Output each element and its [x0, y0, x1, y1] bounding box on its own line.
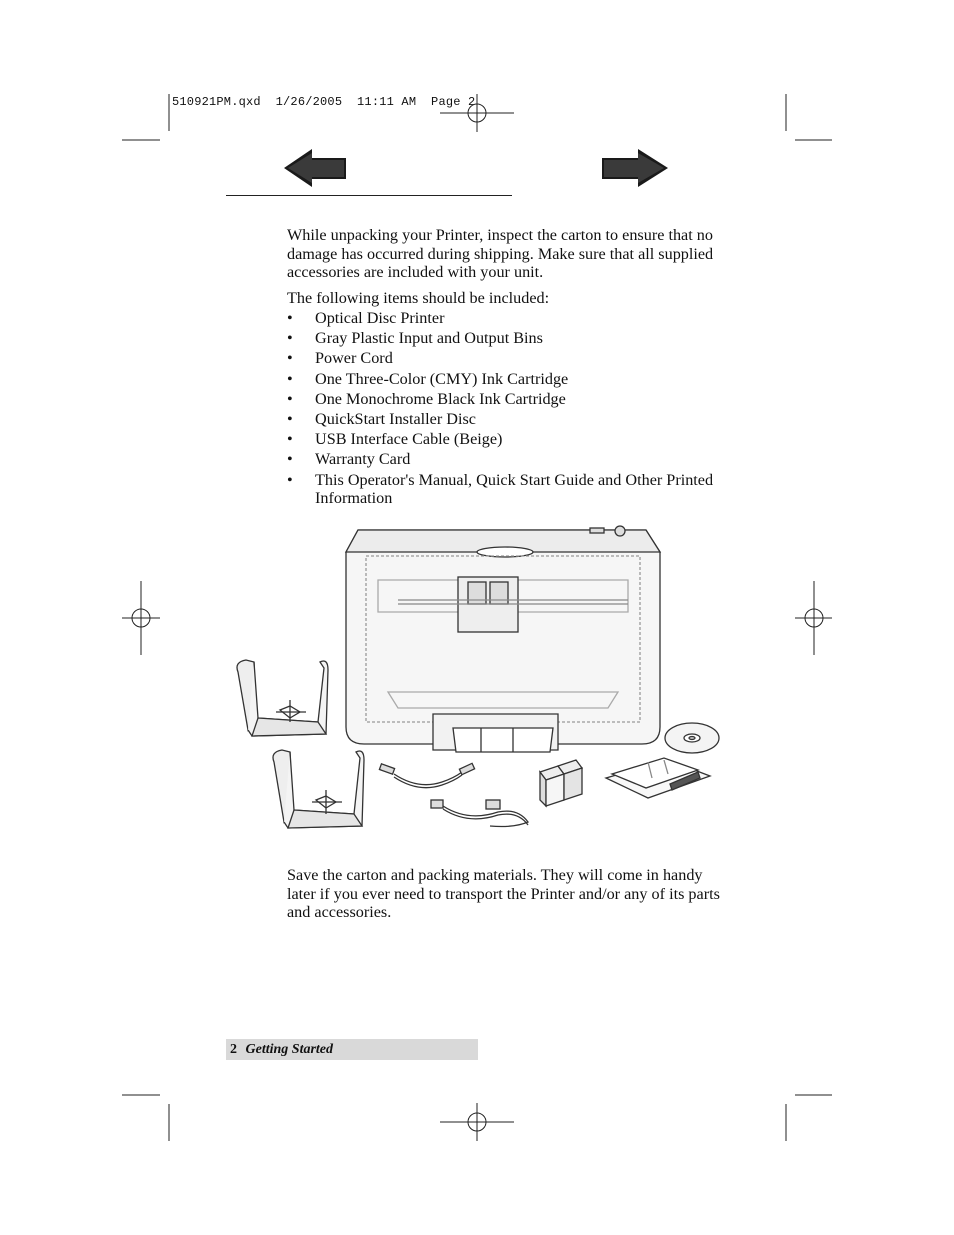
list-item: • USB Interface Cable (Beige): [287, 430, 503, 449]
list-item: • Power Cord: [287, 349, 393, 368]
left-arrow-icon[interactable]: [282, 147, 348, 189]
input-bin-illustration: [237, 660, 328, 736]
section-name: Getting Started: [245, 1042, 334, 1057]
print-slug: 510921PM.qxd 1/26/2005 11:11 AM Page 2: [172, 95, 476, 109]
installer-disc-illustration: [665, 723, 719, 753]
list-item: • Gray Plastic Input and Output Bins: [287, 329, 543, 348]
list-item: • QuickStart Installer Disc: [287, 409, 476, 428]
documents-illustration: [606, 758, 710, 798]
ink-cartridges-illustration: [540, 760, 582, 806]
page-number: 2: [230, 1042, 237, 1057]
power-cord-illustration: [431, 800, 528, 827]
printer-illustration: [346, 526, 660, 752]
included-items-list: [287, 309, 732, 509]
right-arrow-icon[interactable]: [600, 147, 670, 189]
list-item: • Optical Disc Printer: [287, 309, 445, 327]
page-footer: [226, 1039, 478, 1060]
list-item: • One Monochrome Black Ink Cartridge: [287, 389, 566, 408]
header-rule: [226, 195, 512, 196]
list-item: • Warranty Card: [287, 450, 411, 469]
list-item: • One Three-Color (CMY) Ink Cartridge: [287, 369, 569, 388]
closing-paragraph: Save the carton and packing materials. They will come in handy later if you ever need to transport the Printer and/or any of its parts and accessories.: [287, 866, 720, 921]
intro-paragraph: While unpacking your Printer, inspect the carton to ensure that no damage has occurred during shipping. Make sure that all supplied accessories are included with your unit.: [287, 226, 714, 281]
usb-cable-illustration: [379, 763, 474, 787]
list-intro: The following items should be included:: [287, 289, 550, 307]
output-bin-illustration: [273, 750, 364, 828]
list-item: • This Operator's Manual, Quick Start Guide and Other Printed Information: [287, 470, 714, 507]
unpacked-items-illustration: [228, 522, 723, 840]
